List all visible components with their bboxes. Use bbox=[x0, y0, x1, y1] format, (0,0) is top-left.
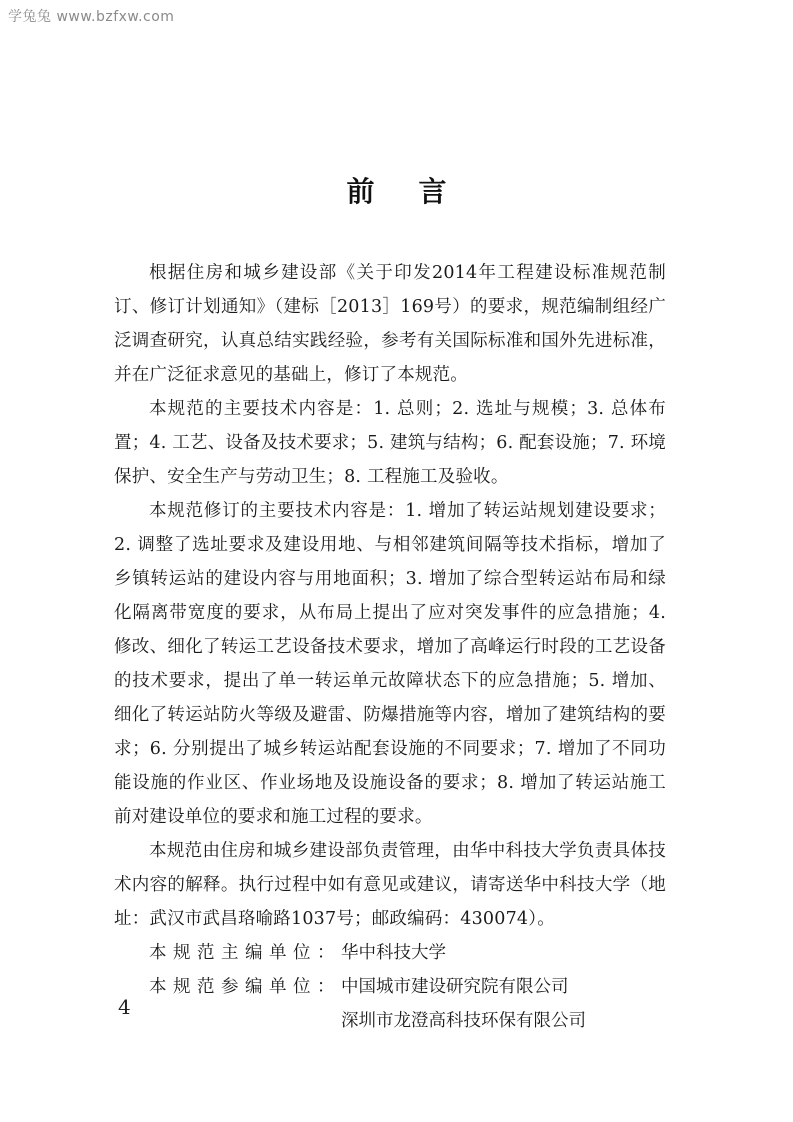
page-title: 前言 bbox=[346, 175, 491, 208]
paragraph-main-content: 本规范的主要技术内容是：1. 总则；2. 选址与规模；3. 总体布置；4. 工艺、设备及技术要求；5. 建筑与结构；6. 配套设施；7. 环境保护、安全生产与劳动卫生；8. 工程施工及验收。 bbox=[114, 399, 666, 487]
chief-editor-label: 本规范主编单位： bbox=[149, 943, 341, 963]
participating-unit-value-1: 中国城市建设研究院有限公司 bbox=[341, 977, 569, 997]
preface-body bbox=[114, 256, 666, 1038]
page-number: 4 bbox=[118, 995, 131, 1019]
paragraph-management: 本规范由住房和城乡建设部负责管理，由华中科技大学负责具体技术内容的解释。执行过程中如有意见或建议，请寄送华中科技大学（地址：武汉市武昌珞喻路1037号；邮政编码：430074）。 bbox=[114, 841, 666, 929]
participating-unit-value-2: 深圳市龙澄高科技环保有限公司 bbox=[341, 1011, 586, 1031]
participating-unit-label: 本规范参编单位： bbox=[149, 977, 341, 997]
paragraph-revisions: 本规范修订的主要技术内容是：1. 增加了转运站规划建设要求；2. 调整了选址要求及建设用地、与相邻建筑间隔等技术指标，增加了乡镇转运站的建设内容与用地面积；3. 增加了综合型转运站布局和绿化隔离带宽度的要求，从布局上提出了应对突发事件的应急措施；4. 修改、细化了转运工艺设备技术要求，增加了高峰运行时段的工艺设备的技术要求，提出了单一转运单元故障状态下的应急措施；5. 增加、细化了转运站防火等级及避雷、防爆措施等内容，增加了建筑结构的要求；6. 分别提出了城乡转运站配套设施的不同要求；7. 增加了不同功能设施的作业区、作业场地及设施设备的要求；8. 增加了转运站施工前对建设单位的要求和施工过程的要求。 bbox=[114, 501, 666, 827]
chief-editor-unit-row bbox=[149, 936, 666, 970]
chief-editor-value: 华中科技大学 bbox=[341, 943, 446, 963]
paragraph-background: 根据住房和城乡建设部《关于印发2014年工程建设标准规范制订、修订计划通知》（建标［2013］169号）的要求，规范编制组经广泛调查研究，认真总结实践经验，参考有关国际标准和国外先进标准，并在广泛征求意见的基础上，修订了本规范。 bbox=[114, 263, 666, 385]
watermark-text: 学兔兔 www.bzfxw.com bbox=[8, 9, 175, 25]
participating-unit-row bbox=[149, 970, 666, 1004]
